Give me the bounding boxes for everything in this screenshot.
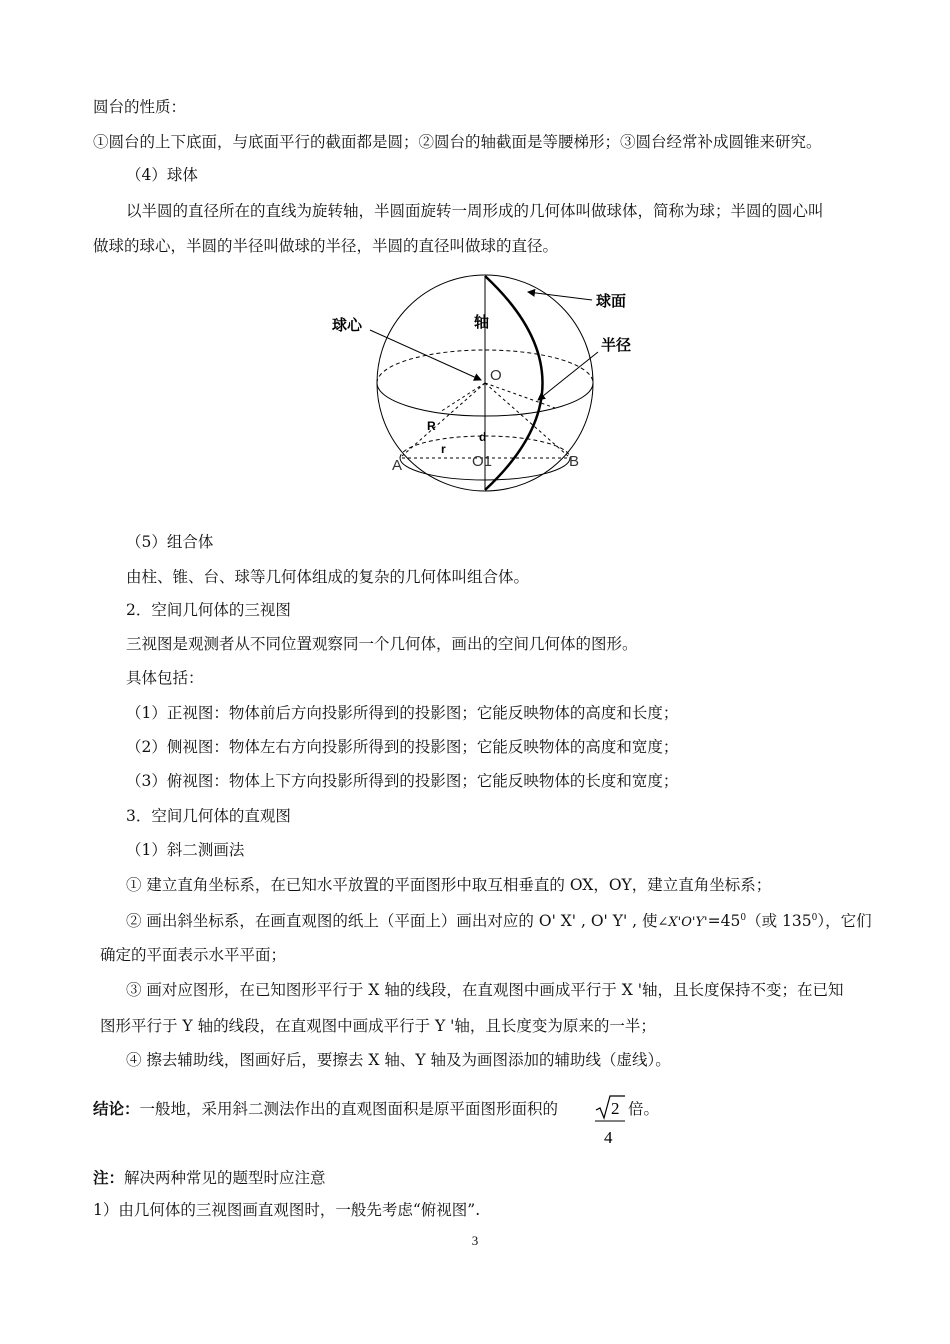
step-2-line1 — [126, 908, 872, 933]
label-axis: 轴 — [474, 313, 490, 331]
frustum-properties: ①圆台的上下底面，与底面平行的截面都是圆；②圆台的轴截面是等腰梯形；③圆台经常补成圆锥来研究。 — [93, 133, 822, 151]
label-radius: 半径 — [601, 336, 632, 354]
label-O: O — [490, 367, 502, 384]
combined-definition: 由柱、锥、台、球等几何体组成的复杂的几何体叫组合体。 — [126, 568, 530, 586]
degree-sup-1: 0 — [740, 913, 747, 923]
step-2-text-c: （或 135 — [746, 912, 812, 931]
front-view-item: （1）正视图：物体前后方向投影所得到的投影图；它能反映物体的高度和长度； — [126, 704, 679, 722]
step-2-text-a: ② 画出斜坐标系，在画直观图的纸上（平面上）画出对应的 O' X' , O' Y' , 使 — [126, 912, 658, 931]
center-pointer — [370, 330, 481, 380]
label-surface: 球面 — [596, 292, 627, 310]
conclusion — [93, 1099, 558, 1119]
step-2-text-d: ），它们 — [817, 912, 872, 931]
side-view-item: （2）侧视图：物体左右方向投影所得到的投影图；它能反映物体的高度和宽度； — [126, 738, 679, 756]
sqrt2-over-4-fraction — [594, 1094, 626, 1152]
top-view-item: （3）俯视图：物体上下方向投影所得到的投影图；它能反映物体的长度和宽度； — [126, 772, 679, 790]
conclusion-suffix: 倍。 — [628, 1100, 660, 1118]
radius-to-right — [485, 383, 555, 408]
fraction-numerator: 2 — [611, 1099, 620, 1118]
sphere-definition-line2: 做球的球心，半圆的半径叫做球的半径，半圆的直径叫做球的直径。 — [93, 237, 559, 255]
frustum-heading: 圆台的性质： — [93, 98, 187, 116]
note — [93, 1168, 326, 1188]
step-3-line2: 图形平行于 Y 轴的线段，在直观图中画成平行于 Y '轴，且长度变为原来的一半； — [100, 1017, 656, 1035]
radius-to-left — [440, 383, 485, 412]
note-text: 解决两种常见的题型时应注意 — [124, 1169, 326, 1187]
page-number: 3 — [471, 1233, 479, 1248]
intuitive-heading: 3．空间几何体的直观图 — [126, 807, 291, 825]
note-label: 注： — [93, 1169, 125, 1187]
label-r: r — [441, 442, 446, 456]
fraction-denominator: 4 — [604, 1128, 613, 1147]
oblique-method: （1）斜二测画法 — [126, 841, 245, 859]
label-R: R — [427, 419, 436, 433]
three-views-definition: 三视图是观测者从不同位置观察同一个几何体，画出的空间几何体的图形。 — [126, 635, 638, 653]
angle-expression: ∠X'O'Y' — [657, 915, 708, 931]
sphere-diagram — [330, 268, 640, 500]
label-A: A — [392, 457, 403, 474]
sphere-definition-line1: 以半圆的直径所在的直线为旋转轴，半圆面旋转一周形成的几何体叫做球体，简称为球；半圆的圆心叫 — [126, 202, 824, 220]
step-3-line1: ③ 画对应图形，在已知图形平行于 X 轴的线段，在直观图中画成平行于 X '轴，且长度保持不变；在已知 — [126, 981, 844, 999]
conclusion-text: 一般地，采用斜二测法作出的直观图面积是原平面图形面积的 — [139, 1100, 559, 1118]
step-4: ④ 擦去辅助线，图画好后，要擦去 X 轴、Y 轴及为画图添加的辅助线（虚线）。 — [126, 1051, 671, 1069]
step-1: ① 建立直角坐标系，在已知水平放置的平面图形中取互相垂直的 OX，OY，建立直角坐标系； — [126, 876, 772, 894]
label-O1: O1 — [472, 453, 493, 470]
three-views-heading: 2．空间几何体的三视图 — [126, 601, 291, 619]
label-B: B — [569, 453, 580, 470]
step-2-text-b: =45 — [707, 912, 741, 931]
conclusion-label: 结论： — [93, 1100, 140, 1118]
degree-sup-2: 0 — [811, 913, 818, 923]
combined-heading: （5）组合体 — [126, 533, 214, 551]
label-center: 球心 — [332, 316, 363, 334]
label-d: d — [479, 430, 487, 444]
radius-to-B — [485, 383, 568, 456]
three-views-includes: 具体包括： — [126, 669, 204, 687]
step-2-line2: 确定的平面表示水平平面； — [100, 946, 287, 964]
sphere-heading: （4）球体 — [126, 166, 198, 184]
note-item-1: 1）由几何体的三视图画直观图时，一般先考虑“俯视图”. — [93, 1201, 481, 1219]
surface-pointer — [528, 292, 592, 300]
